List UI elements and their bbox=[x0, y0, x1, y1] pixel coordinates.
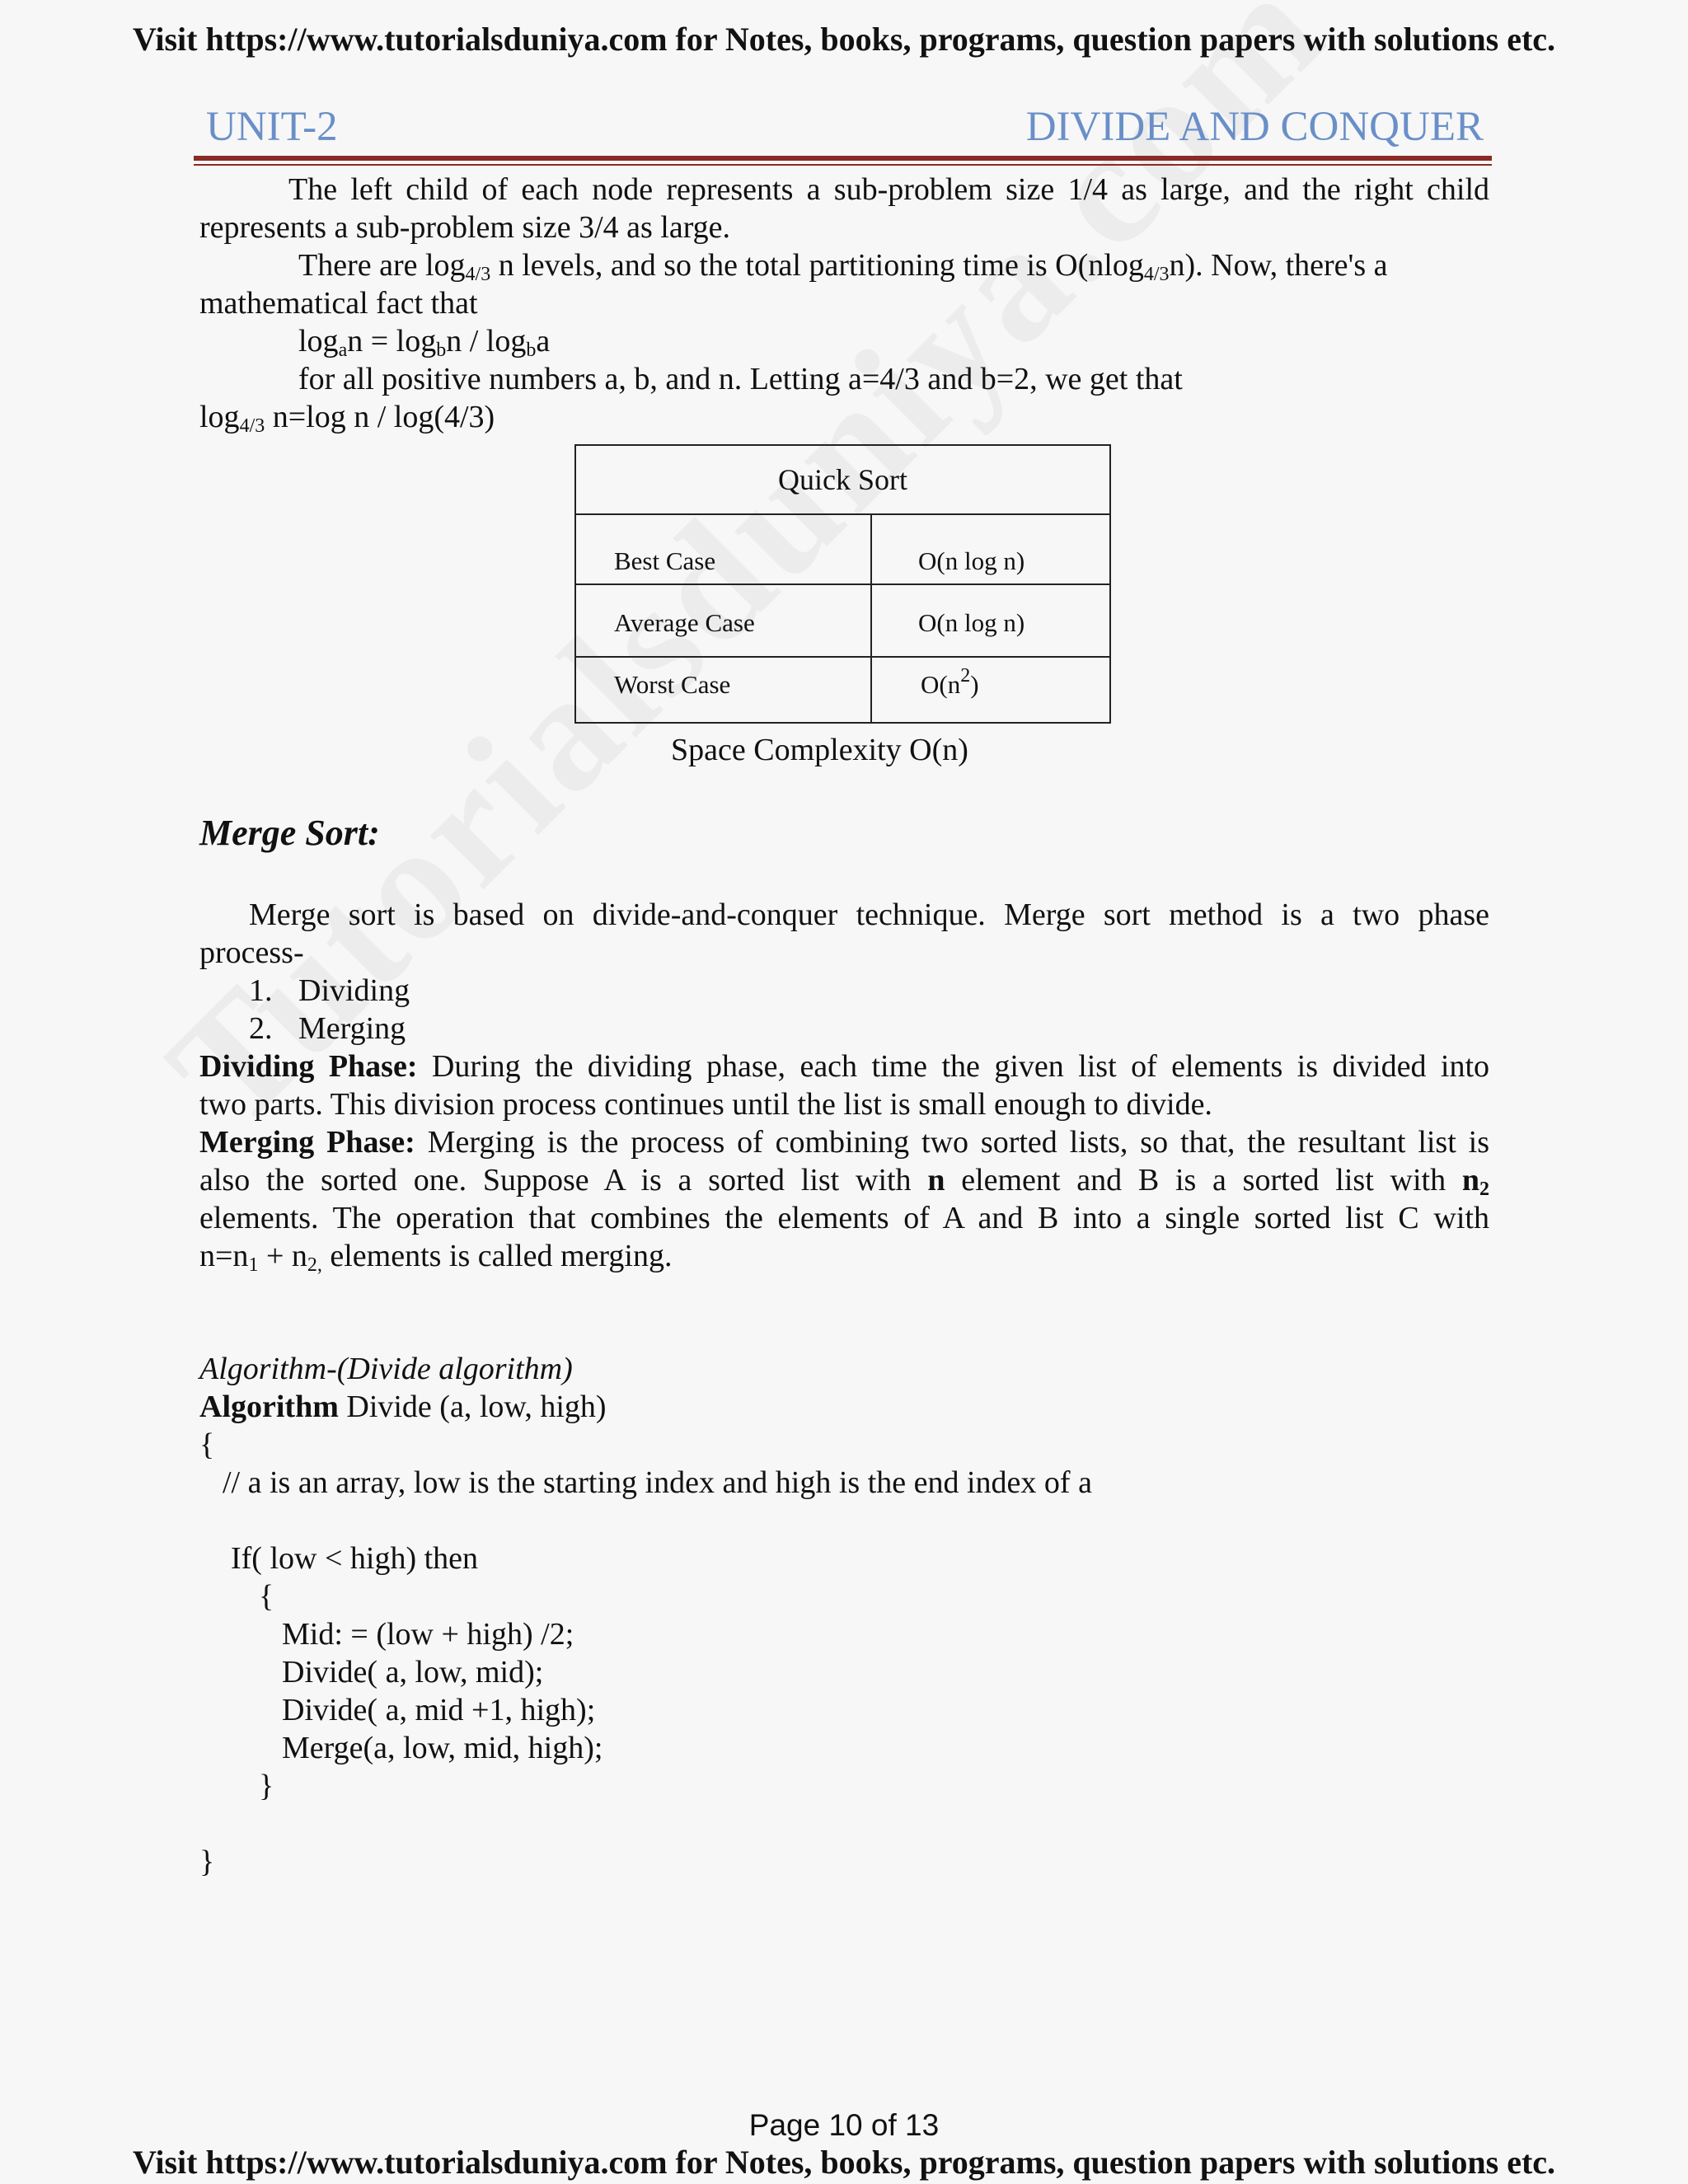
algorithm-signature bbox=[199, 1388, 607, 1426]
code-brace: } bbox=[199, 1844, 215, 1879]
header-rule-thin bbox=[194, 164, 1492, 166]
text-run: There are log bbox=[298, 248, 466, 283]
text-run: log bbox=[199, 400, 240, 434]
superscript: 2 bbox=[960, 665, 971, 687]
table-rule bbox=[576, 583, 1109, 585]
paragraph-line: process- bbox=[199, 935, 304, 970]
text-run: + n bbox=[258, 1239, 307, 1273]
code-line: Divide( a, mid +1, high); bbox=[282, 1693, 596, 1727]
subscript: b bbox=[436, 340, 447, 361]
table-row-value: O(n log n) bbox=[918, 546, 1025, 575]
text-run: n bbox=[1461, 1163, 1479, 1197]
list-number: 1. bbox=[249, 973, 273, 1008]
code-line: Mid: = (low + high) /2; bbox=[282, 1617, 574, 1652]
subscript: 2, bbox=[307, 1254, 322, 1276]
log-formula bbox=[298, 322, 550, 360]
table-row-label: Worst Case bbox=[614, 670, 731, 699]
table-row-label: Best Case bbox=[614, 546, 716, 575]
list-item bbox=[249, 1010, 406, 1047]
code-line: Divide( a, low, mid); bbox=[282, 1655, 544, 1690]
table-row-value: O(n log n) bbox=[918, 608, 1025, 637]
paragraph-line: mathematical fact that bbox=[199, 286, 478, 321]
list-item bbox=[249, 972, 410, 1010]
paragraph-line bbox=[199, 1123, 1489, 1161]
list-text: Merging bbox=[298, 1011, 406, 1046]
paragraph-line: for all positive numbers a, b, and n. Letting a=4/3 and b=2, we get that bbox=[298, 362, 1183, 396]
table-column-rule bbox=[870, 513, 872, 722]
table-rule bbox=[576, 513, 1109, 515]
keyword: Algorithm bbox=[199, 1390, 339, 1424]
paragraph-line: represents a sub-problem size 3/4 as large. bbox=[199, 210, 731, 245]
section-heading: Merge Sort: bbox=[199, 813, 380, 853]
code-brace: { bbox=[199, 1427, 215, 1462]
paragraph-line bbox=[298, 246, 1388, 284]
table-caption: Quick Sort bbox=[778, 463, 907, 496]
quicksort-complexity-table bbox=[574, 444, 1111, 724]
text-run: Divide (a, low, high) bbox=[338, 1390, 607, 1424]
paragraph-line bbox=[199, 1047, 1489, 1085]
phase-label: Dividing Phase: bbox=[199, 1049, 418, 1084]
text-run: n bbox=[927, 1163, 945, 1197]
text-run: also the sorted one. Suppose A is a sorted list with bbox=[199, 1163, 928, 1197]
text-run: n). Now, there's a bbox=[1169, 248, 1388, 283]
list-number: 2. bbox=[249, 1011, 273, 1046]
space-complexity: Space Complexity O(n) bbox=[671, 733, 968, 767]
subscript: 1 bbox=[248, 1254, 259, 1276]
text-run: During the dividing phase, each time the given list of elements is divided into bbox=[417, 1049, 1489, 1084]
subscript: b bbox=[526, 340, 537, 361]
topic-title: DIVIDE AND CONQUER bbox=[1025, 104, 1484, 150]
bottom-banner: Visit https://www.tutorialsduniya.com for Notes, books, programs, question papers with solutions etc. bbox=[132, 2144, 1556, 2181]
code-brace: } bbox=[259, 1769, 274, 1803]
paragraph-line: elements. The operation that combines the elements of A and B into a single sorted list C with bbox=[199, 1201, 1489, 1235]
text-run bbox=[1461, 1163, 1489, 1200]
text-run: Merging is the process of combining two sorted lists, so that, the resultant list is bbox=[415, 1125, 1489, 1160]
subscript: 2 bbox=[1479, 1179, 1489, 1200]
subscript: 4/3 bbox=[465, 264, 491, 285]
list-text: Dividing bbox=[298, 973, 410, 1008]
text-run: n levels, and so the total partitioning time is O(nlog bbox=[490, 248, 1144, 283]
algorithm-caption: Algorithm-(Divide algorithm) bbox=[199, 1352, 573, 1386]
code-brace: { bbox=[259, 1579, 274, 1614]
unit-label: UNIT-2 bbox=[206, 104, 338, 150]
phase-label: Merging Phase: bbox=[199, 1125, 415, 1160]
subscript: a bbox=[338, 340, 348, 361]
subscript: 4/3 bbox=[239, 415, 265, 437]
page-number: Page 10 of 13 bbox=[748, 2108, 940, 2142]
paragraph-line: Merge sort is based on divide-and-conquer technique. Merge sort method is a two phase bbox=[249, 898, 1489, 932]
paragraph-line bbox=[199, 398, 495, 436]
text-run: a bbox=[536, 324, 551, 359]
text-run: n=log n / log(4/3) bbox=[265, 400, 495, 434]
text-run: log bbox=[298, 324, 339, 359]
code-comment: // a is an array, low is the starting index and high is the end index of a bbox=[223, 1465, 1092, 1500]
text-run: n / log bbox=[446, 324, 527, 359]
paragraph-line bbox=[199, 1161, 1489, 1199]
text-run: element and B is a sorted list with bbox=[945, 1163, 1462, 1197]
text-run: O(n bbox=[921, 670, 961, 699]
table-row-label: Average Case bbox=[614, 608, 755, 637]
code-line: If( low < high) then bbox=[231, 1541, 479, 1576]
subscript: 4/3 bbox=[1143, 264, 1170, 285]
top-banner: Visit https://www.tutorialsduniya.com for Notes, books, programs, question papers with solutions etc. bbox=[132, 21, 1556, 58]
header-rule bbox=[194, 156, 1492, 161]
code-line: Merge(a, low, mid, high); bbox=[282, 1731, 603, 1765]
text-run: elements is called merging. bbox=[321, 1239, 673, 1273]
paragraph-line: The left child of each node represents a sub-problem size 1/4 as large, and the right child bbox=[288, 172, 1489, 207]
text-run: n = log bbox=[347, 324, 437, 359]
table-row-value bbox=[921, 665, 979, 701]
text-run: n=n bbox=[199, 1239, 249, 1273]
table-rule bbox=[576, 656, 1109, 658]
text-run: ) bbox=[970, 670, 979, 699]
paragraph-line: two parts. This division process continues until the list is small enough to divide. bbox=[199, 1087, 1212, 1122]
paragraph-line bbox=[199, 1237, 672, 1275]
